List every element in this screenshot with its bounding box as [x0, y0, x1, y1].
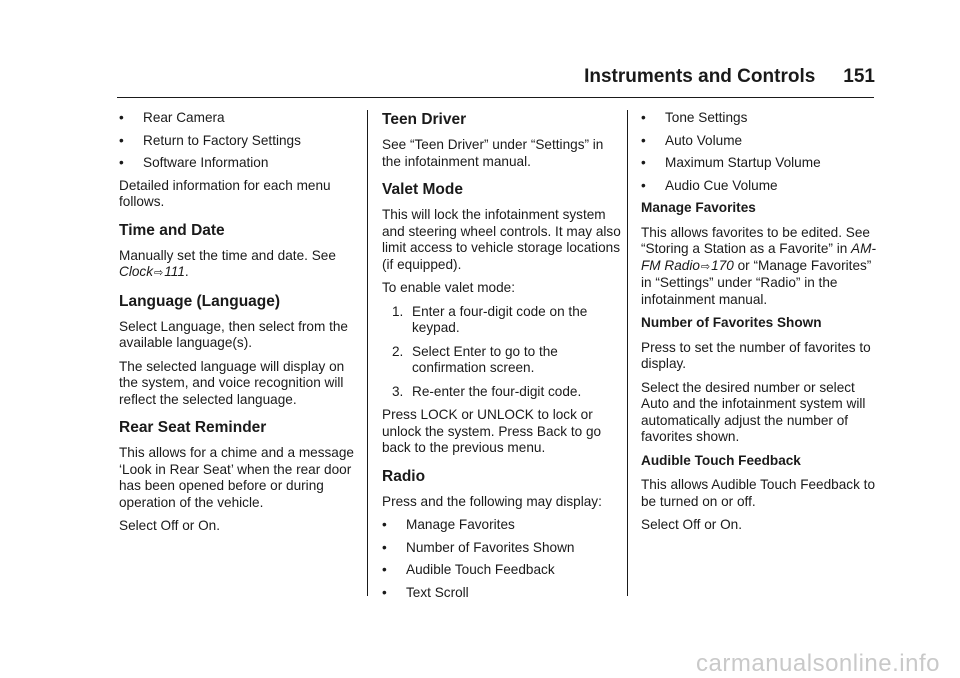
text: . — [184, 264, 189, 279]
list-item-text: Audio Cue Volume — [665, 177, 778, 193]
list-item — [382, 517, 622, 534]
rear-seat-paragraph-2: Select Off or On. — [119, 518, 220, 533]
bullet-glyph: • — [382, 584, 387, 600]
list-item-text: Audible Touch Feedback — [406, 562, 555, 577]
bullet-glyph: • — [119, 110, 124, 125]
step-text: Select Enter to go to the confirmation screen. — [412, 343, 558, 375]
text: Manually set the time and date. See — [119, 247, 336, 263]
list-item-text: Manage Favorites — [406, 517, 515, 532]
bullet-glyph: • — [382, 539, 387, 555]
language-paragraph-1: Select Language, then select from the available language(s). — [119, 318, 348, 350]
list-item-text: Auto Volume — [665, 132, 743, 148]
manage-favorites-paragraph — [641, 225, 881, 309]
heading-valet-mode: Valet Mode — [382, 181, 463, 198]
list-item — [382, 585, 622, 602]
column-divider-2 — [627, 110, 628, 596]
list-item-text: Return to Factory Settings — [143, 132, 301, 148]
text: This allows favorites to be edited. See “Storing a Station as a Favorite” in — [641, 224, 870, 256]
bullet-glyph: • — [641, 132, 646, 148]
column-1 — [119, 110, 359, 542]
header-rule — [117, 97, 874, 98]
bullet-glyph: • — [382, 517, 387, 532]
subheading-manage-favorites: Manage Favorites — [641, 200, 756, 215]
list-item — [641, 133, 881, 150]
list-item — [641, 155, 881, 172]
am-fm-radio-reference-link[interactable]: AM-FM Radio — [641, 241, 876, 273]
bullet-glyph: • — [382, 562, 387, 577]
list-item-text: Number of Favorites Shown — [406, 539, 575, 555]
valet-paragraph-2: To enable valet mode: — [382, 280, 516, 295]
numbered-step — [382, 344, 622, 377]
am-fm-radio-page-ref[interactable]: 170 — [711, 257, 734, 273]
list-item-text: Text Scroll — [406, 584, 469, 600]
number-favorites-paragraph-1: Press to set the number of favorites to display. — [641, 339, 871, 371]
subheading-number-of-favorites: Number of Favorites Shown — [641, 315, 822, 330]
intro-paragraph: Detailed information for each menu follows. — [119, 177, 331, 209]
list-item-text: Maximum Startup Volume — [665, 155, 821, 170]
heading-language: Language (Language) — [119, 292, 281, 310]
step-number: 2. — [392, 343, 404, 359]
heading-teen-driver: Teen Driver — [382, 111, 467, 128]
step-text: Re-enter the four-digit code. — [412, 383, 582, 399]
list-item-text: Rear Camera — [143, 110, 225, 125]
page-number: 151 — [843, 66, 875, 87]
bullet-glyph: • — [641, 177, 646, 193]
step-number: 3. — [392, 383, 404, 399]
clock-page-ref[interactable]: 111 — [164, 264, 185, 279]
subheading-audible-touch-feedback: Audible Touch Feedback — [641, 452, 801, 468]
list-item — [119, 133, 359, 150]
bullet-glyph: • — [641, 155, 646, 170]
clock-reference-link[interactable]: Clock — [119, 264, 153, 279]
valet-paragraph-3: Press LOCK or UNLOCK to lock or unlock the system. Press Back to go back to the previous menu. — [382, 407, 602, 455]
heading-radio: Radio — [382, 467, 426, 485]
audible-paragraph-2: Select Off or On. — [641, 517, 742, 532]
list-item — [641, 110, 881, 127]
bullet-glyph: • — [119, 132, 124, 148]
watermark: carmanualsonline.info — [696, 650, 940, 677]
radio-paragraph: Press and the following may display: — [382, 493, 602, 509]
column-2 — [382, 110, 622, 607]
column-divider-1 — [367, 110, 368, 596]
numbered-step — [382, 384, 622, 401]
teen-driver-paragraph: See “Teen Driver” under “Settings” in the infotainment manual. — [382, 137, 604, 169]
text: or “Manage Favorites” in “Settings” under “Radio” in the infotainment manual. — [641, 257, 872, 307]
audible-paragraph-1: This allows Audible Touch Feedback to be turned on or off. — [641, 477, 875, 509]
column-3 — [641, 110, 881, 541]
list-item — [382, 562, 622, 579]
bullet-glyph: • — [641, 110, 646, 125]
list-item — [119, 155, 359, 172]
heading-rear-seat-reminder: Rear Seat Reminder — [119, 419, 267, 436]
page-header — [0, 66, 875, 88]
page-ref-arrow-icon: ⇨ — [700, 260, 711, 273]
section-title: Instruments and Controls — [584, 66, 816, 87]
list-item-text: Software Information — [143, 155, 269, 170]
heading-time-and-date: Time and Date — [119, 221, 225, 239]
numbered-step — [382, 304, 622, 337]
bullet-glyph: • — [119, 155, 124, 170]
time-date-paragraph — [119, 248, 359, 282]
list-item — [119, 110, 359, 127]
list-item — [382, 540, 622, 557]
list-item-text: Tone Settings — [665, 110, 748, 125]
number-favorites-paragraph-2: Select the desired number or select Auto and the infotainment system will automatically adjust the number of favorites shown. — [641, 379, 866, 444]
step-text: Enter a four-digit code on the keypad. — [412, 303, 588, 335]
valet-paragraph-1: This will lock the infotainment system and steering wheel controls. It may also limit access to vehicle storage locations (if equipped). — [382, 207, 621, 272]
list-item — [641, 178, 881, 195]
page-ref-arrow-icon: ⇨ — [154, 267, 164, 279]
language-paragraph-2: The selected language will display on the system, and voice recognition will reflect the selected language. — [119, 358, 345, 407]
rear-seat-paragraph-1: This allows for a chime and a message ‘Look in Rear Seat’ when the rear door has been opened before or during operation of the vehicle. — [119, 445, 354, 510]
step-number: 1. — [392, 303, 404, 319]
